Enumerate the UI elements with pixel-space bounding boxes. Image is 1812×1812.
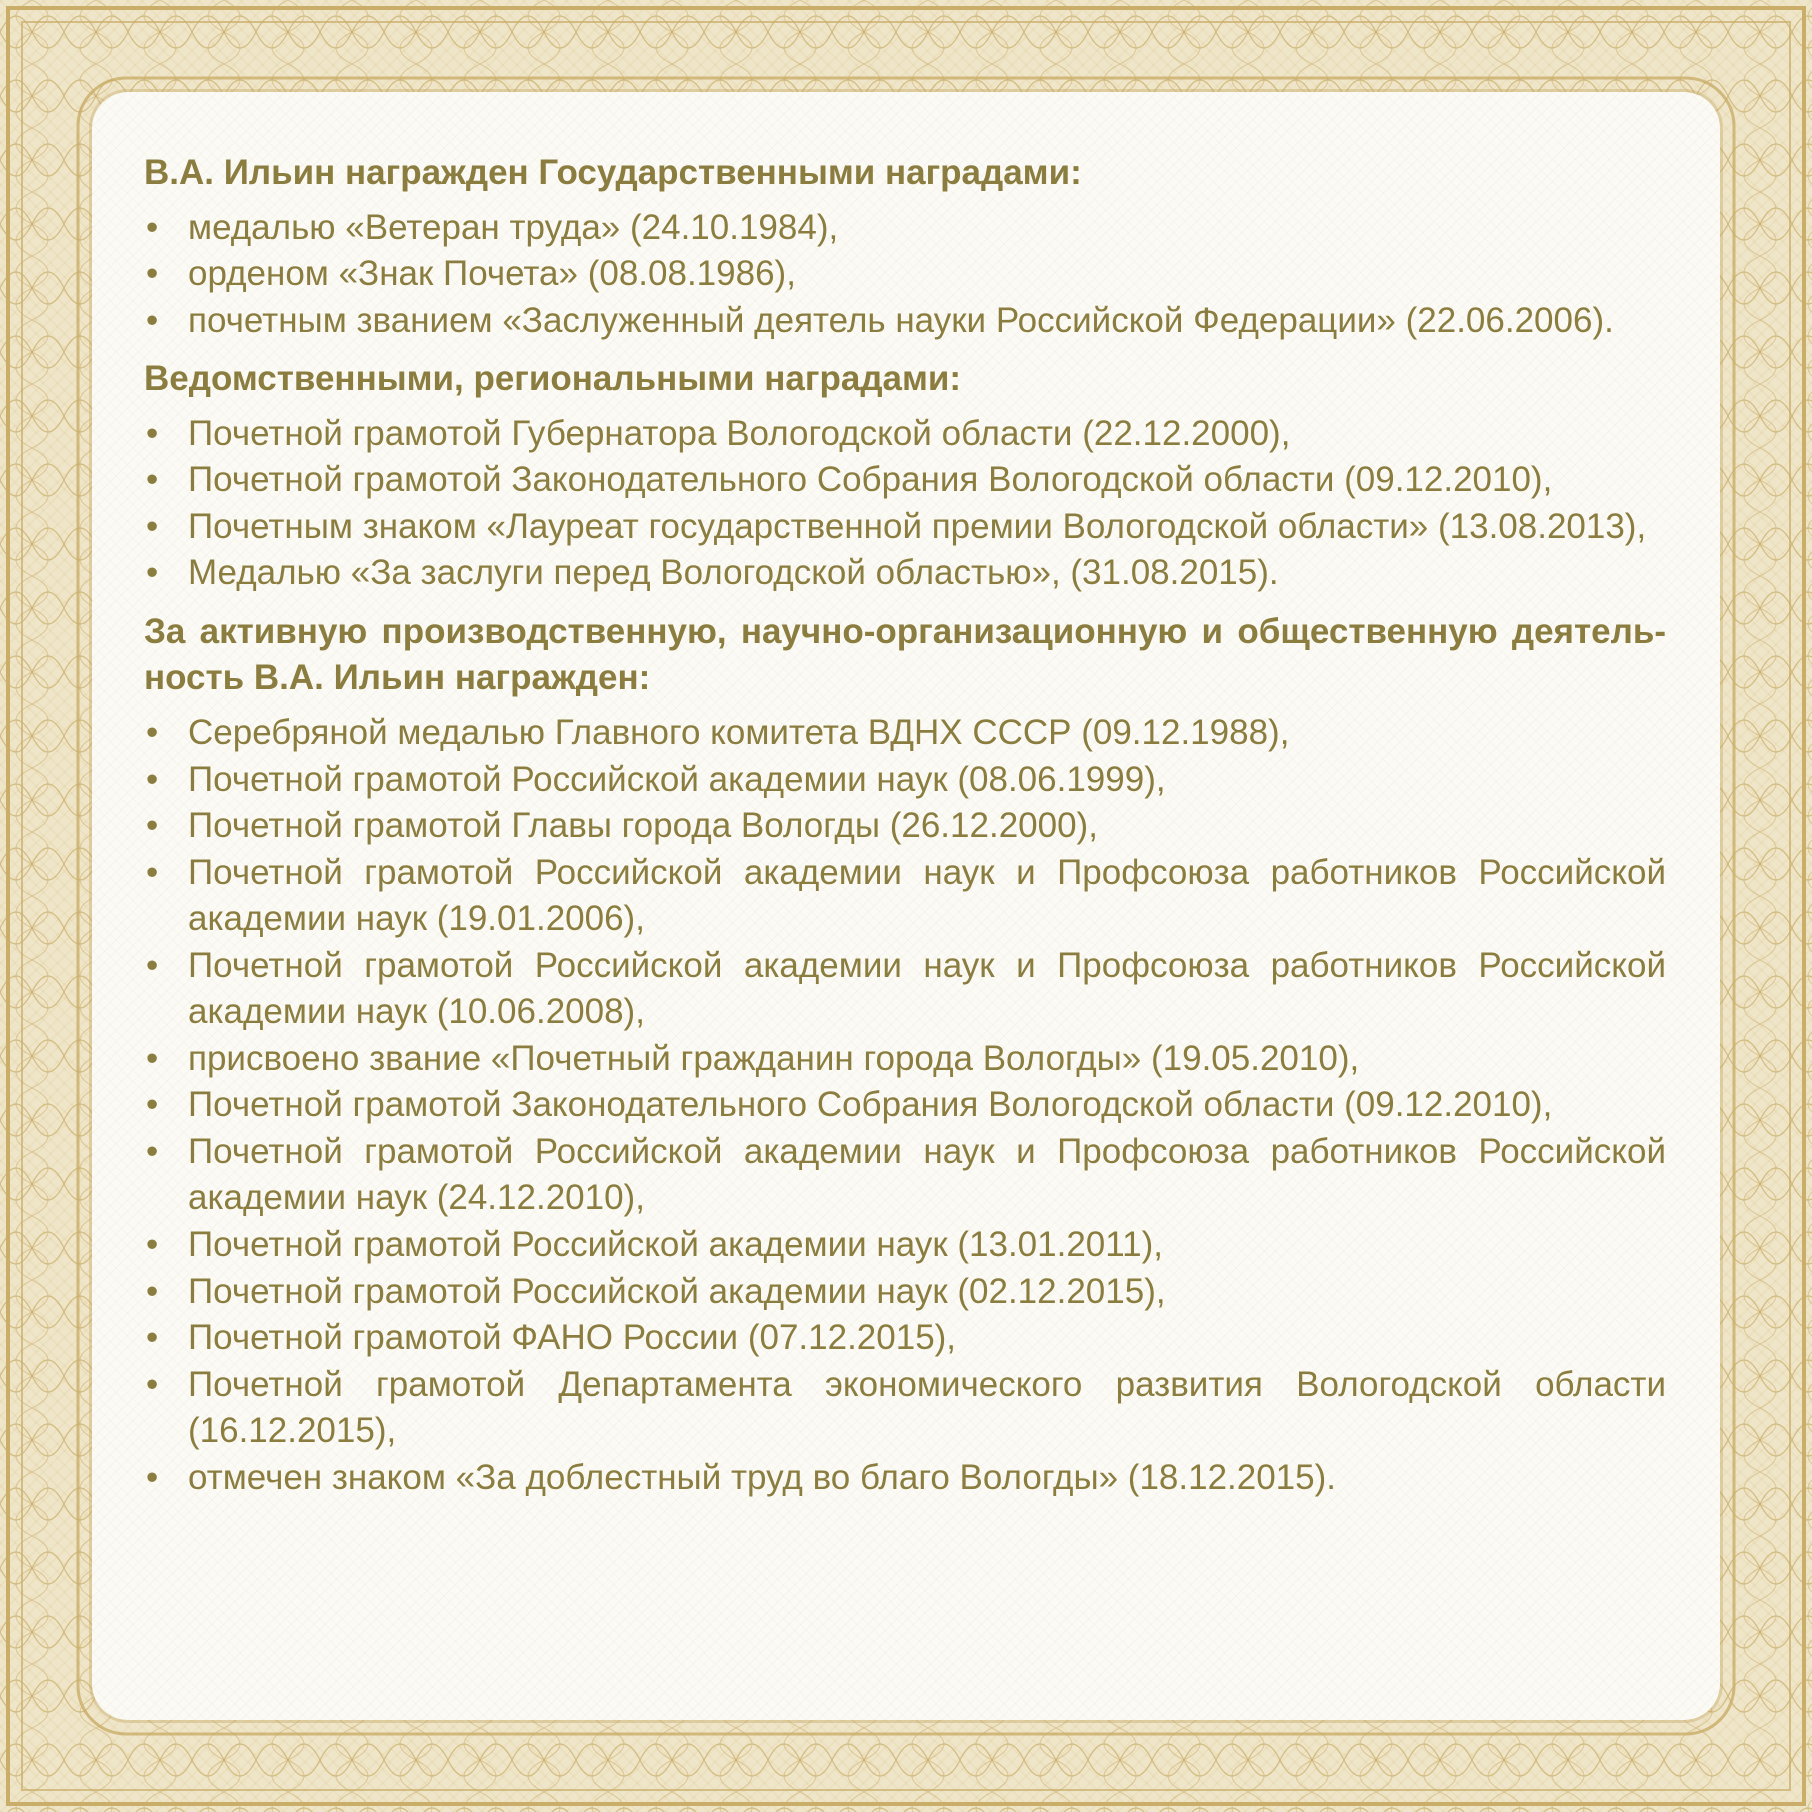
list-item: • Почетной грамотой ФАНО России (07.12.2015),	[144, 1315, 1666, 1362]
section-heading-regional-awards: Ведомственными, региональными наградами:	[144, 359, 962, 399]
list-item: • Серебряной медалью Главного комитета ВДНХ СССР (09.12.1988),	[144, 710, 1666, 757]
list-item: • присвоено звание «Почетный гражданин города Вологды» (19.05.2010),	[144, 1036, 1666, 1083]
list-item: • Почетной грамотой Российской академии наук (08.06.1999),	[144, 757, 1666, 804]
awards-text	[144, 150, 1666, 1513]
list-item: • Почетной грамотой Законодательного Собрания Вологодской области (09.12.2010),	[144, 457, 1666, 504]
list-item: • Медалью «За заслуги перед Вологодской областью», (31.08.2015).	[144, 550, 1666, 597]
list-item: • Почетной грамотой Главы города Вологды (26.12.2000),	[144, 803, 1666, 850]
list-item: • Почетным знаком «Лауреат государственной премии Вологодской области» (13.08.2013),	[144, 504, 1666, 551]
list-item: • Почетной грамотой Российской академии наук и Профсоюза работников Российской академии наук (19.01.2006),	[144, 850, 1666, 943]
state-awards-list	[144, 205, 1666, 345]
activity-awards-list	[144, 710, 1666, 1501]
list-item: • Почетной грамотой Российской академии наук (13.01.2011),	[144, 1222, 1666, 1269]
list-item: • почетным званием «Заслуженный деятель науки Российской Федерации» (22.06.2006).	[144, 298, 1666, 345]
list-item: • Почетной грамотой Российской академии наук (02.12.2015),	[144, 1269, 1666, 1316]
list-item: • Почетной грамотой Законодательного Собрания Вологодской области (09.12.2010),	[144, 1082, 1666, 1129]
regional-awards-list	[144, 411, 1666, 597]
list-item: • медалью «Ветеран труда» (24.10.1984),	[144, 205, 1666, 252]
list-item: • орденом «Знак Почета» (08.08.1986),	[144, 251, 1666, 298]
list-item: • Почетной грамотой Губернатора Вологодской области (22.12.2000),	[144, 411, 1666, 458]
list-item: • Почетной грамотой Российской академии наук и Профсоюза работников Российской академии наук (24.12.2010),	[144, 1129, 1666, 1222]
list-item: • отмечен знаком «За доблестный труд во благо Вологды» (18.12.2015).	[144, 1455, 1666, 1502]
list-item: • Почетной грамотой Департамента экономического развития Вологодской области (16.12.2015),	[144, 1362, 1666, 1455]
list-item: • Почетной грамотой Российской академии наук и Профсоюза работников Российской академии наук (10.06.2008),	[144, 943, 1666, 1036]
section-heading-state-awards: В.А. Ильин награжден Государственными наградами:	[144, 153, 1082, 192]
section-heading-activity-awards: За активную производственную, научно-организационную и общественную деятель-ность В.А. Ильин награжден:	[144, 611, 1666, 698]
